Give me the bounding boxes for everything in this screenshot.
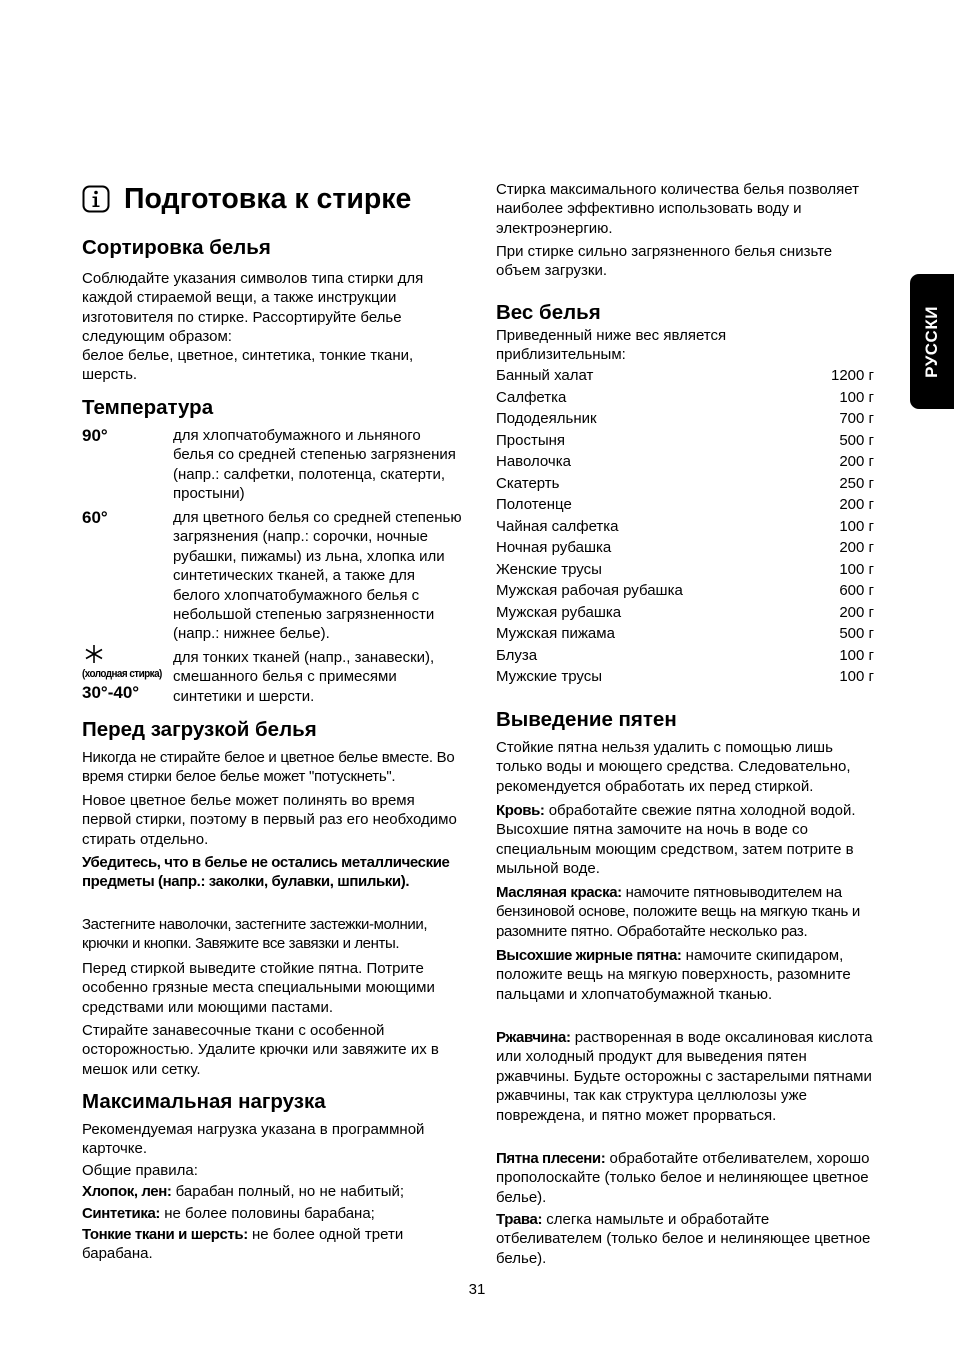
weight-value: 100 г <box>839 560 874 578</box>
before-loading-p1: Никогда не стирайте белое и цветное белье вместе. Во время стирки белое белье может "потускнеть". <box>82 749 455 786</box>
page-title: Подготовка к стирке <box>124 183 412 215</box>
weight-item: Пододеяльник <box>496 410 597 428</box>
info-icon <box>82 185 110 213</box>
weight-value: 100 г <box>839 388 874 406</box>
weight-item: Наволочка <box>496 453 571 471</box>
weight-value: 700 г <box>839 410 874 428</box>
weight-row <box>496 602 874 624</box>
stains-intro: Стойкие пятна нельзя удалить с помощью лишь только воды и моющего средства. Следовательно, рекомендуется обработать их перед стиркой. <box>496 739 851 795</box>
temperature-desc: для хлопчатобумажного и льняного белья со средней степенью загрязнения (напр.: салфетки, полотенца, скатерти, простыни) <box>173 427 456 503</box>
weight-row <box>496 559 874 581</box>
weight-row <box>496 516 874 538</box>
before-loading-p6: Стирайте занавесочные ткани с особенной осторожностью. Удалите крючки или завяжите их в мешок или сетку. <box>82 1022 439 1078</box>
max-load-item <box>82 1225 464 1264</box>
before-loading-warning: Убедитесь, что в белье не остались металлические предметы (напр.: заколки, булавки, шпильки). <box>82 854 450 891</box>
page-title-block <box>82 182 411 216</box>
language-tab <box>910 274 954 409</box>
stain-item-label: Высохшие жирные пятна: <box>496 947 682 964</box>
max-load-item-label: Синтетика: <box>82 1205 161 1222</box>
stain-item <box>496 1149 874 1207</box>
weight-item: Салфетка <box>496 388 567 406</box>
max-load-item <box>82 1182 464 1201</box>
snowflake-icon <box>84 644 104 664</box>
weight-item: Блуза <box>496 646 538 664</box>
cold-wash-note: (холодная стирка) <box>82 668 162 680</box>
max-load-item-label: Тонкие ткани и шерсть: <box>82 1226 248 1243</box>
stain-item <box>496 946 874 1004</box>
max-load-item-text: не более половины барабана; <box>160 1205 375 1222</box>
weight-item: Полотенце <box>496 496 572 514</box>
stain-item-text: растворенная в воде оксалиновая кислота или холодный продукт для выведения пятен ржавчины. Будьте осторожны с застарелыми пятнами ржавчины, так как структура целлюлозы уже повреждена, и пятно может прорваться. <box>496 1029 873 1124</box>
weight-value: 600 г <box>839 582 874 600</box>
weight-item: Мужские трусы <box>496 668 602 686</box>
weight-value: 200 г <box>839 496 874 514</box>
weight-row <box>496 473 874 495</box>
stain-item-text: обработайте отбеливателем, хорошо прополоскайте (только белое и нелиняющее цветное белье). <box>496 1150 870 1206</box>
language-tab-label: РУССКИ <box>922 305 941 378</box>
weight-item: Банный халат <box>496 367 594 385</box>
before-loading-heading: Перед загрузкой белья <box>82 718 317 741</box>
stain-item <box>496 801 874 879</box>
weight-value: 100 г <box>839 668 874 686</box>
weight-item: Скатерть <box>496 474 560 492</box>
weight-value: 500 г <box>839 431 874 449</box>
before-loading-p4: Застегните наволочки, застегните застежки-молнии, крючки и кнопки. Завяжите все завязки и ленты. <box>82 916 428 953</box>
max-load-item-text: не более одной трети барабана. <box>82 1226 404 1263</box>
weight-row <box>496 451 874 473</box>
temperature-key: 30°-40° <box>82 683 140 702</box>
max-load-p2: Общие правила: <box>82 1162 198 1179</box>
weight-heading: Вес белья <box>496 301 601 324</box>
weight-value: 1200 г <box>830 367 874 385</box>
weight-row <box>496 580 874 602</box>
max-load-item-label: Хлопок, лен: <box>82 1183 172 1200</box>
before-loading-p2: Новое цветное белье может полинять во время первой стирки, поэтому в первый раз его необходимо стирать отдельно. <box>82 792 457 848</box>
weight-value: 250 г <box>839 474 874 492</box>
temperature-key: 60° <box>82 508 108 527</box>
sorting-heading: Сортировка белья <box>82 236 271 259</box>
weight-value: 200 г <box>839 453 874 471</box>
weight-item: Мужская пижама <box>496 625 615 643</box>
temperature-heading: Температура <box>82 396 214 419</box>
weight-value: 200 г <box>839 603 874 621</box>
temperature-desc: для тонких тканей (напр., занавески), смешанного белья с примесями синтетики и шерсти. <box>173 649 435 705</box>
max-load-item-text: барабан полный, но не набитый; <box>171 1183 405 1200</box>
weight-table <box>496 365 874 688</box>
weight-row <box>496 408 874 430</box>
stain-item <box>496 1210 874 1268</box>
weight-item: Мужская рубашка <box>496 603 622 621</box>
weight-intro: Приведенный ниже вес является приблизительным: <box>496 327 727 364</box>
stain-item <box>496 1028 874 1125</box>
max-load-item <box>82 1204 464 1223</box>
weight-item: Мужская рабочая рубашка <box>496 582 683 600</box>
weight-item: Женские трусы <box>496 560 602 578</box>
weight-row <box>496 537 874 559</box>
weight-item: Ночная рубашка <box>496 539 612 557</box>
weight-value: 200 г <box>839 539 874 557</box>
weight-item: Чайная салфетка <box>496 517 619 535</box>
stain-item-label: Трава: <box>496 1211 543 1228</box>
temperature-desc: для цветного белья со средней степенью загрязнения (напр.: сорочки, ночные рубашки, пижамы) из льна, хлопка или синтетических тканей, а также для белого хлопчатобумажного белья с небольшой степенью загрязненности (напр.: нижнее белье). <box>173 509 462 643</box>
stains-heading: Выведение пятен <box>496 708 677 731</box>
sorting-text: Соблюдайте указания символов типа стирки для каждой стираемой вещи, а также инструкции изготовителя по стирке. Рассортируйте белье следующим образом: <box>82 270 424 346</box>
weight-value: 100 г <box>839 646 874 664</box>
max-load-heading: Максимальная нагрузка <box>82 1090 326 1113</box>
weight-row <box>496 387 874 409</box>
weight-row <box>496 430 874 452</box>
right-intro-p1: Стирка максимального количества белья позволяет наиболее эффективно использовать воду и электроэнергию. <box>496 181 860 237</box>
stain-item-text: обработайте свежие пятна холодной водой. Высохшие пятна замочите на ночь в воде со специальным моющим средством, затем потрите в мыльной воде. <box>496 802 856 878</box>
weight-row <box>496 494 874 516</box>
weight-item: Простыня <box>496 431 566 449</box>
stain-item-text: слегка намыльте и обработайте отбеливателем (только белое и нелиняющее цветное белье). <box>496 1211 871 1267</box>
weight-row <box>496 645 874 667</box>
weight-row <box>496 666 874 688</box>
stain-item-label: Масляная краска: <box>496 884 622 901</box>
stain-item-label: Пятна плесени: <box>496 1150 606 1167</box>
weight-row <box>496 365 874 387</box>
stain-item-label: Ржавчина: <box>496 1029 571 1046</box>
stain-item <box>496 883 874 941</box>
before-loading-p5: Перед стиркой выведите стойкие пятна. Потрите особенно грязные места специальными моющими средствами или моющими пастами. <box>82 960 435 1016</box>
page-number: 31 <box>468 1281 486 1298</box>
right-intro-p2: При стирке сильно загрязненного белья снизьте объем загрузки. <box>496 243 833 280</box>
max-load-p1: Рекомендуемая нагрузка указана в программной карточке. <box>82 1121 425 1158</box>
weight-value: 500 г <box>839 625 874 643</box>
weight-row <box>496 623 874 645</box>
stain-item-text: намочите скипидаром, положите вещь на мягкую поверхность, разомните пальцами и хлопчатобумажной тканью. <box>496 947 851 1003</box>
weight-value: 100 г <box>839 517 874 535</box>
temperature-key: 90° <box>82 426 108 445</box>
stain-item-text: намочите пятновыводителем на бензиновой основе, положите вещь на мягкую ткань и разомните пятно. Обработайте несколько раз. <box>496 884 860 940</box>
stain-item-label: Кровь: <box>496 802 545 819</box>
sorting-text-2: белое белье, цветное, синтетика, тонкие ткани, шерсть. <box>82 347 414 384</box>
